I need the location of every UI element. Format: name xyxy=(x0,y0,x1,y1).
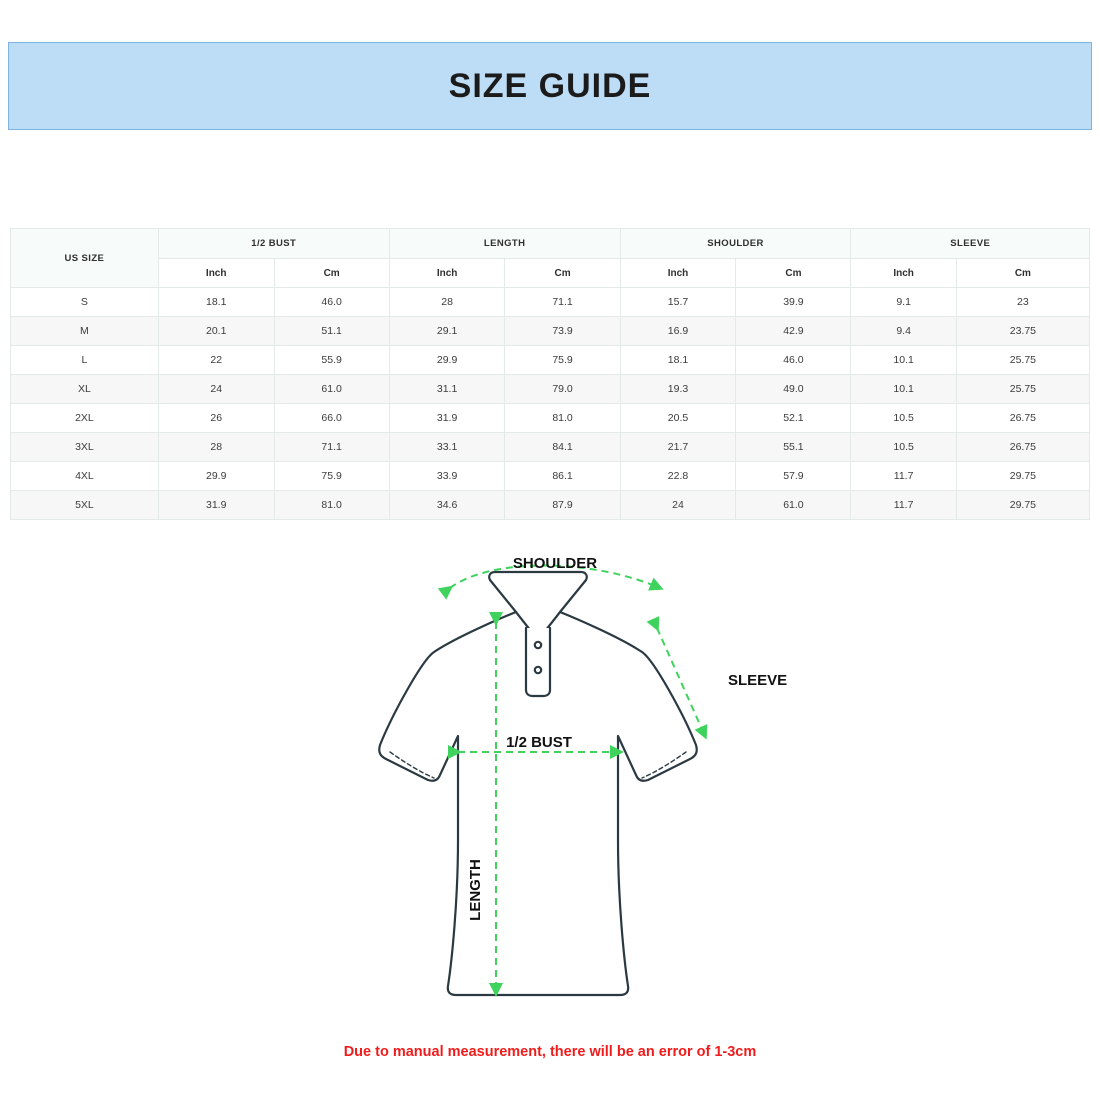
cell-bust-cm: 71.1 xyxy=(274,433,389,462)
unit-header-sleeve-cm: Cm xyxy=(956,259,1089,288)
cell-size: 5XL xyxy=(11,491,159,520)
cell-sleeve-cm: 25.75 xyxy=(956,375,1089,404)
unit-header-shoulder-inch: Inch xyxy=(620,259,736,288)
unit-header-row xyxy=(11,259,1090,288)
cell-length-cm: 87.9 xyxy=(505,491,620,520)
table-row xyxy=(11,288,1090,317)
cell-sleeve-cm: 29.75 xyxy=(956,491,1089,520)
cell-sleeve-cm: 23 xyxy=(956,288,1089,317)
unit-header-bust-cm: Cm xyxy=(274,259,389,288)
cell-length-cm: 79.0 xyxy=(505,375,620,404)
cell-length-cm: 84.1 xyxy=(505,433,620,462)
cell-sleeve-cm: 23.75 xyxy=(956,317,1089,346)
group-header-bust: 1/2 BUST xyxy=(158,229,389,259)
cell-size: 4XL xyxy=(11,462,159,491)
unit-header-length-cm: Cm xyxy=(505,259,620,288)
cell-length-inch: 31.1 xyxy=(389,375,505,404)
size-table-head xyxy=(11,229,1090,288)
cell-shoulder-cm: 55.1 xyxy=(736,433,851,462)
cell-bust-cm: 81.0 xyxy=(274,491,389,520)
cell-length-cm: 75.9 xyxy=(505,346,620,375)
cell-shoulder-inch: 20.5 xyxy=(620,404,736,433)
cell-length-inch: 33.1 xyxy=(389,433,505,462)
group-header-row xyxy=(11,229,1090,259)
cell-size: M xyxy=(11,317,159,346)
cell-bust-inch: 29.9 xyxy=(158,462,274,491)
unit-header-length-inch: Inch xyxy=(389,259,505,288)
sleeve-label: SLEEVE xyxy=(728,672,788,689)
measurement-diagram xyxy=(330,540,800,1030)
table-row xyxy=(11,462,1090,491)
cell-length-inch: 28 xyxy=(389,288,505,317)
cell-shoulder-inch: 24 xyxy=(620,491,736,520)
cell-shoulder-cm: 57.9 xyxy=(736,462,851,491)
cell-length-cm: 73.9 xyxy=(505,317,620,346)
cell-bust-inch: 28 xyxy=(158,433,274,462)
group-header-length: LENGTH xyxy=(389,229,620,259)
cell-sleeve-cm: 26.75 xyxy=(956,404,1089,433)
cell-sleeve-inch: 11.7 xyxy=(851,462,956,491)
group-header-us-size: US SIZE xyxy=(11,229,159,288)
cell-bust-inch: 22 xyxy=(158,346,274,375)
table-row xyxy=(11,375,1090,404)
cell-sleeve-cm: 26.75 xyxy=(956,433,1089,462)
cell-sleeve-inch: 10.5 xyxy=(851,404,956,433)
header-banner xyxy=(8,42,1092,130)
cell-shoulder-inch: 22.8 xyxy=(620,462,736,491)
cell-bust-cm: 46.0 xyxy=(274,288,389,317)
cell-bust-inch: 31.9 xyxy=(158,491,274,520)
table-row xyxy=(11,433,1090,462)
cell-length-inch: 31.9 xyxy=(389,404,505,433)
table-row xyxy=(11,346,1090,375)
polo-shirt-illustration xyxy=(379,572,697,995)
cell-shoulder-inch: 19.3 xyxy=(620,375,736,404)
cell-sleeve-inch: 11.7 xyxy=(851,491,956,520)
cell-size: 2XL xyxy=(11,404,159,433)
cell-length-inch: 29.9 xyxy=(389,346,505,375)
cell-bust-inch: 24 xyxy=(158,375,274,404)
cell-shoulder-inch: 18.1 xyxy=(620,346,736,375)
cell-bust-inch: 18.1 xyxy=(158,288,274,317)
cell-length-inch: 34.6 xyxy=(389,491,505,520)
cell-size: XL xyxy=(11,375,159,404)
size-table-container xyxy=(10,228,1090,520)
table-row xyxy=(11,317,1090,346)
cell-shoulder-inch: 21.7 xyxy=(620,433,736,462)
cell-sleeve-inch: 10.1 xyxy=(851,375,956,404)
unit-header-bust-inch: Inch xyxy=(158,259,274,288)
bust-label: 1/2 BUST xyxy=(506,734,572,751)
cell-bust-inch: 20.1 xyxy=(158,317,274,346)
cell-bust-cm: 66.0 xyxy=(274,404,389,433)
cell-sleeve-inch: 9.4 xyxy=(851,317,956,346)
cell-sleeve-inch: 10.5 xyxy=(851,433,956,462)
measurement-disclaimer: Due to manual measurement, there will be an error of 1-3cm xyxy=(343,1044,757,1060)
cell-sleeve-inch: 9.1 xyxy=(851,288,956,317)
group-header-shoulder: SHOULDER xyxy=(620,229,851,259)
cell-size: S xyxy=(11,288,159,317)
cell-length-cm: 71.1 xyxy=(505,288,620,317)
cell-sleeve-inch: 10.1 xyxy=(851,346,956,375)
cell-length-inch: 29.1 xyxy=(389,317,505,346)
page-title: SIZE GUIDE xyxy=(448,66,652,105)
cell-sleeve-cm: 25.75 xyxy=(956,346,1089,375)
cell-shoulder-cm: 39.9 xyxy=(736,288,851,317)
cell-shoulder-inch: 15.7 xyxy=(620,288,736,317)
size-table-body xyxy=(11,288,1090,520)
cell-shoulder-cm: 42.9 xyxy=(736,317,851,346)
cell-shoulder-cm: 49.0 xyxy=(736,375,851,404)
cell-shoulder-cm: 46.0 xyxy=(736,346,851,375)
cell-length-inch: 33.9 xyxy=(389,462,505,491)
cell-bust-cm: 51.1 xyxy=(274,317,389,346)
table-row xyxy=(11,491,1090,520)
group-header-sleeve: SLEEVE xyxy=(851,229,1090,259)
unit-header-shoulder-cm: Cm xyxy=(736,259,851,288)
cell-bust-inch: 26 xyxy=(158,404,274,433)
table-row xyxy=(11,404,1090,433)
length-label: LENGTH xyxy=(467,859,484,921)
cell-shoulder-inch: 16.9 xyxy=(620,317,736,346)
cell-size: 3XL xyxy=(11,433,159,462)
size-table xyxy=(10,228,1090,520)
unit-header-sleeve-inch: Inch xyxy=(851,259,956,288)
cell-shoulder-cm: 52.1 xyxy=(736,404,851,433)
cell-length-cm: 86.1 xyxy=(505,462,620,491)
cell-sleeve-cm: 29.75 xyxy=(956,462,1089,491)
shoulder-label: SHOULDER xyxy=(512,555,598,572)
cell-shoulder-cm: 61.0 xyxy=(736,491,851,520)
cell-size: L xyxy=(11,346,159,375)
cell-bust-cm: 61.0 xyxy=(274,375,389,404)
cell-length-cm: 81.0 xyxy=(505,404,620,433)
cell-bust-cm: 55.9 xyxy=(274,346,389,375)
cell-bust-cm: 75.9 xyxy=(274,462,389,491)
